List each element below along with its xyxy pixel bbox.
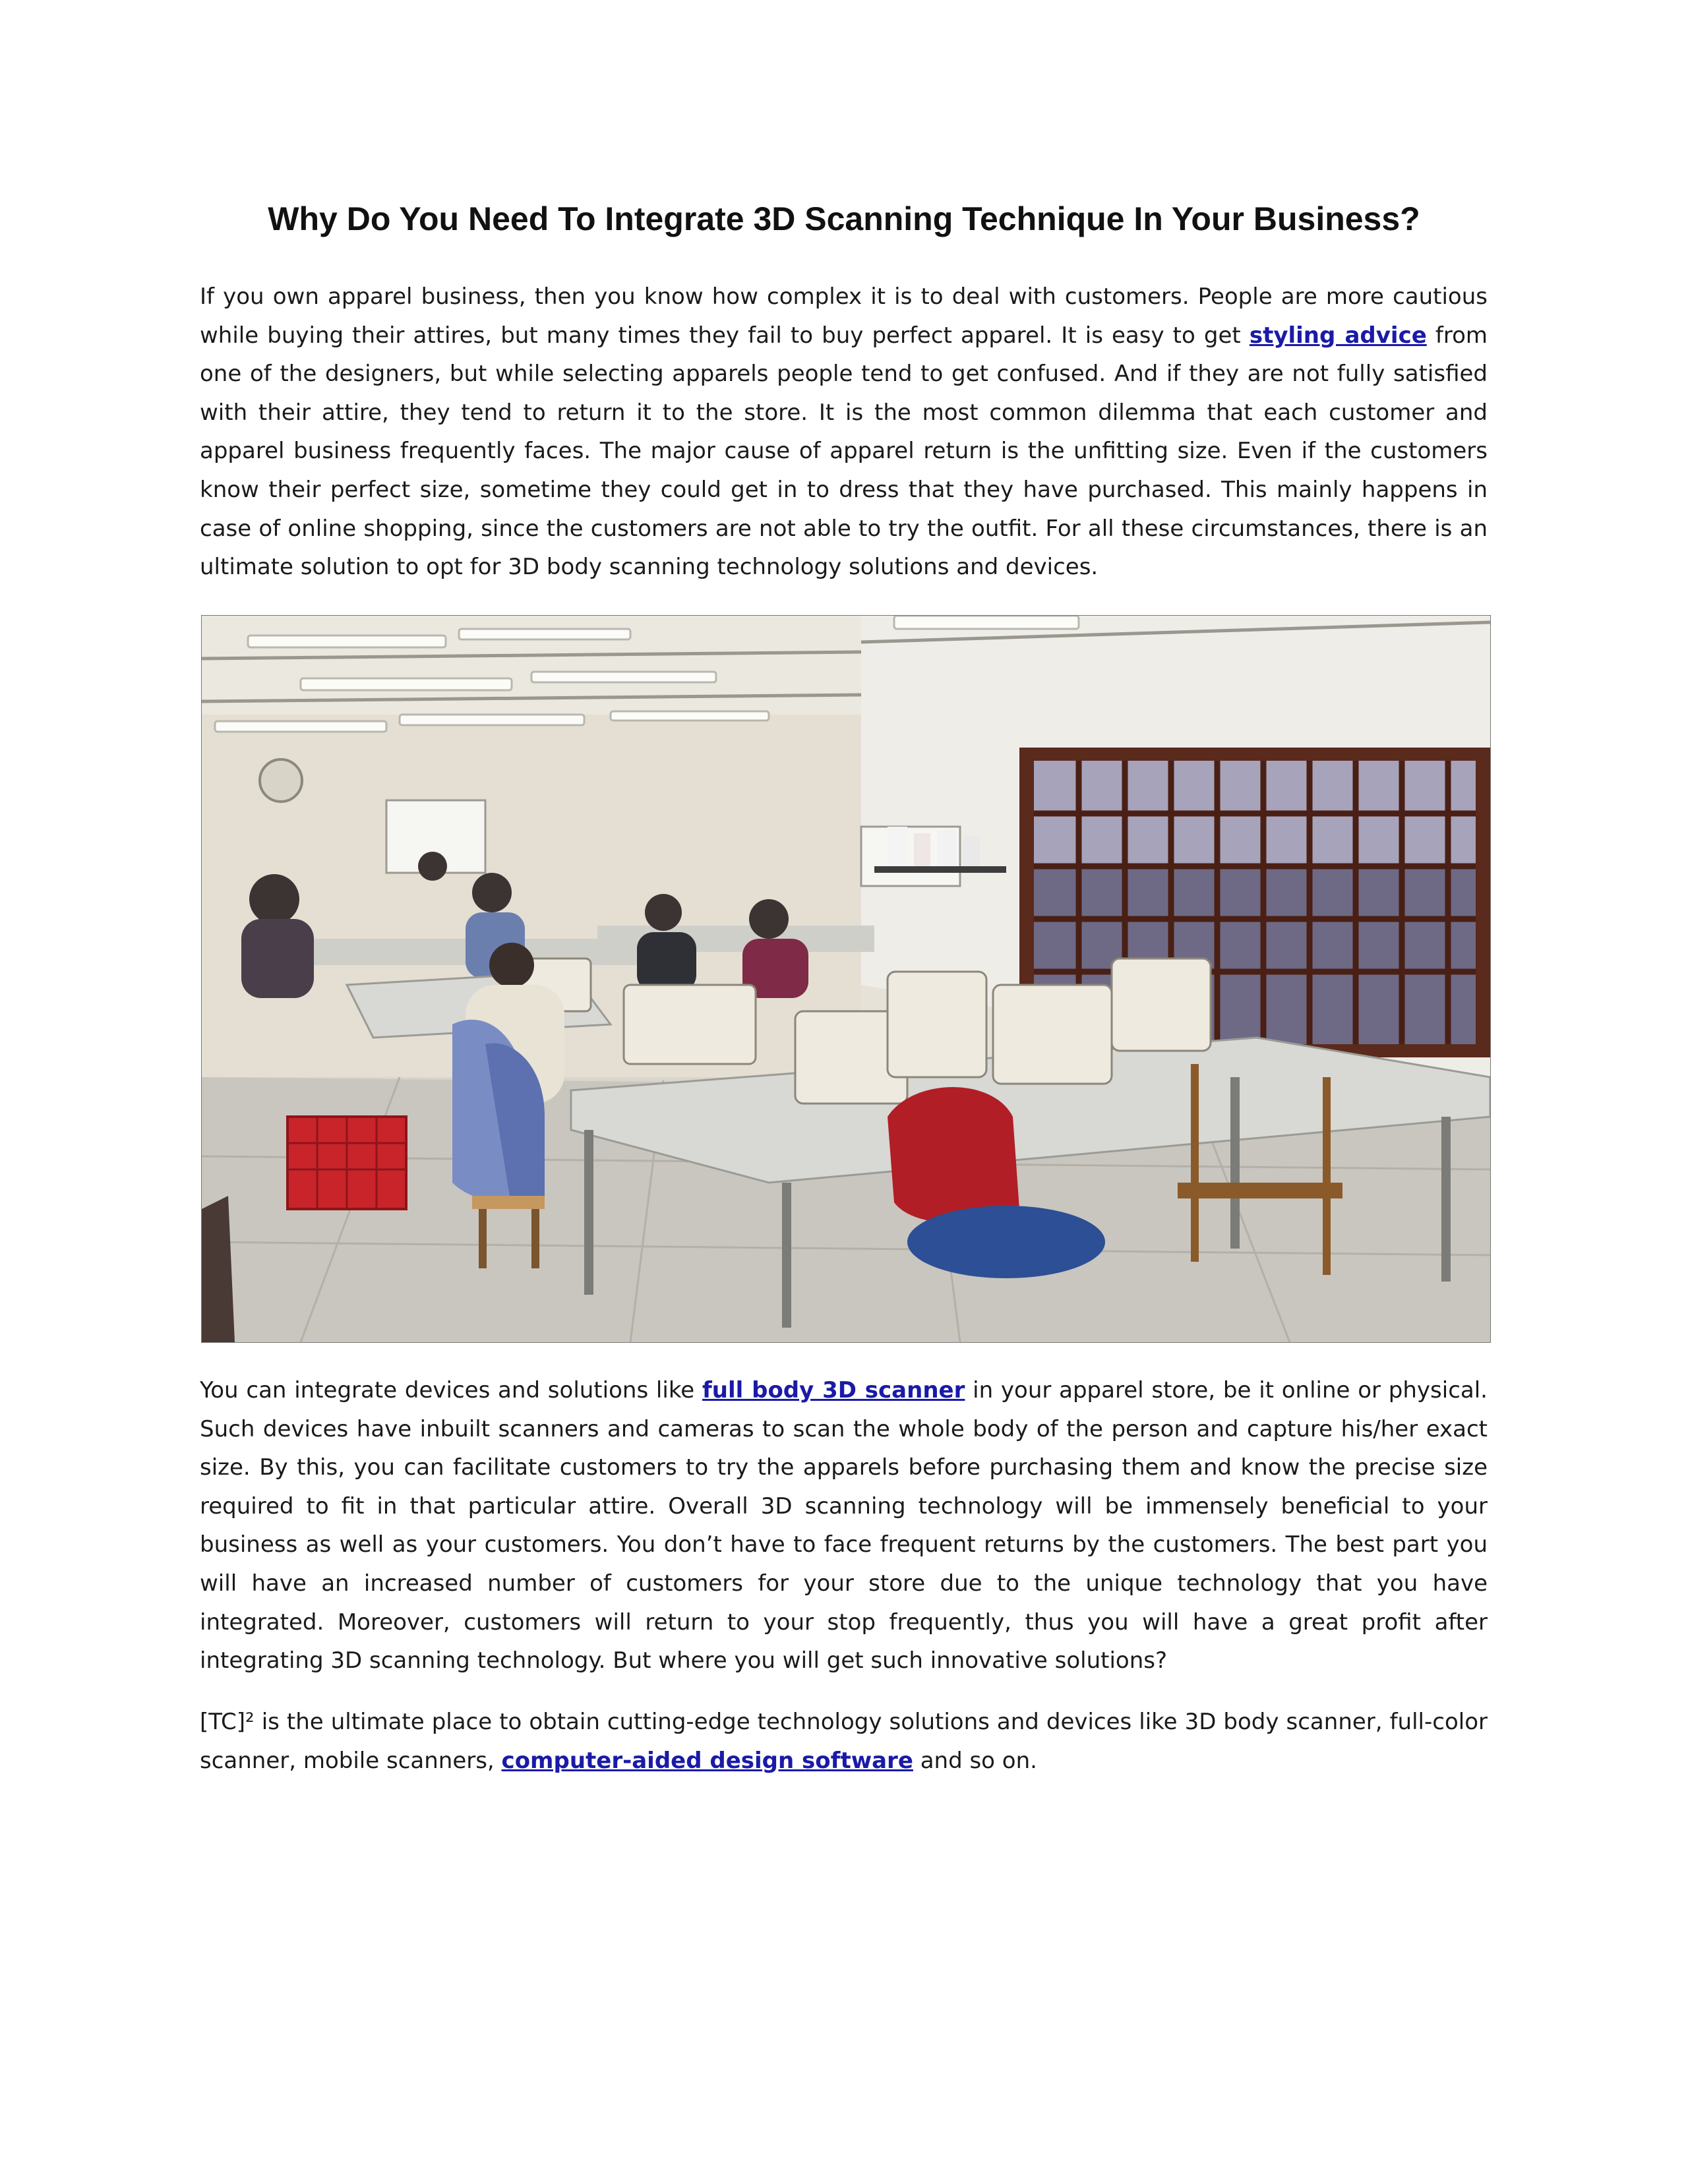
styling-advice-link[interactable]: styling advice	[1249, 322, 1427, 349]
paragraph-intro-text-start: If you own apparel business, then you know how complex it is to deal with customers. People are more cautious while buying their attires, but many times they fail to buy perfect apparel. It is easy to get	[200, 283, 1488, 349]
paragraph-scanner-text-start: You can integrate devices and solutions like	[200, 1377, 702, 1403]
cad-software-link[interactable]: computer-aided design software	[501, 1747, 913, 1774]
paragraph-tc2-text-start: [TC]² is the ultimate place to obtain cutting-edge technology solutions and devices like 3D body scanner, full-color scanner, mobile scanners,	[200, 1709, 1488, 1774]
document-title: Why Do You Need To Integrate 3D Scanning Technique In Your Business?	[268, 200, 1420, 237]
paragraph-scanner-text-end: in your apparel store, be it online or physical. Such devices have inbuilt scanners and cameras to scan the whole body of the person and capture his/her exact size. By this, you can facilitate customers to try the apparels before purchasing them and know the precise size required to fit in that particular attire. Overall 3D scanning technology will be immensely beneficial to your business as well as your customers. You don’t have to face frequent returns by the customers. The best part you will have an increased number of customers for your store due to the unique technology that you have integrated. Moreover, customers will return to your stop frequently, thus you will have a great profit after integrating 3D scanning technology. But where you will get such innovative solutions?	[200, 1377, 1488, 1674]
full-body-3d-scanner-link[interactable]: full body 3D scanner	[702, 1377, 965, 1403]
paragraph-scanner	[200, 1371, 1488, 1680]
sewing-factory-photo	[201, 615, 1491, 1343]
paragraph-tc2-text-end: and so on.	[913, 1747, 1037, 1774]
paragraph-tc2	[200, 1703, 1488, 1780]
paragraph-intro-text-end: from one of the designers, but while selecting apparels people tend to get confused. And if they are not fully satisfied with their attire, they tend to return it to the store. It is the most common dilemma that each customer and apparel business frequently faces. The major cause of apparel return is the unfitting size. Even if the customers know their perfect size, sometime they could get in to dress that they have purchased. This mainly happens in case of online shopping, since the customers are not able to try the outfit. For all these circumstances, there is an ultimate solution to opt for 3D body scanning technology solutions and devices.	[200, 322, 1488, 581]
paragraph-intro	[200, 278, 1488, 587]
